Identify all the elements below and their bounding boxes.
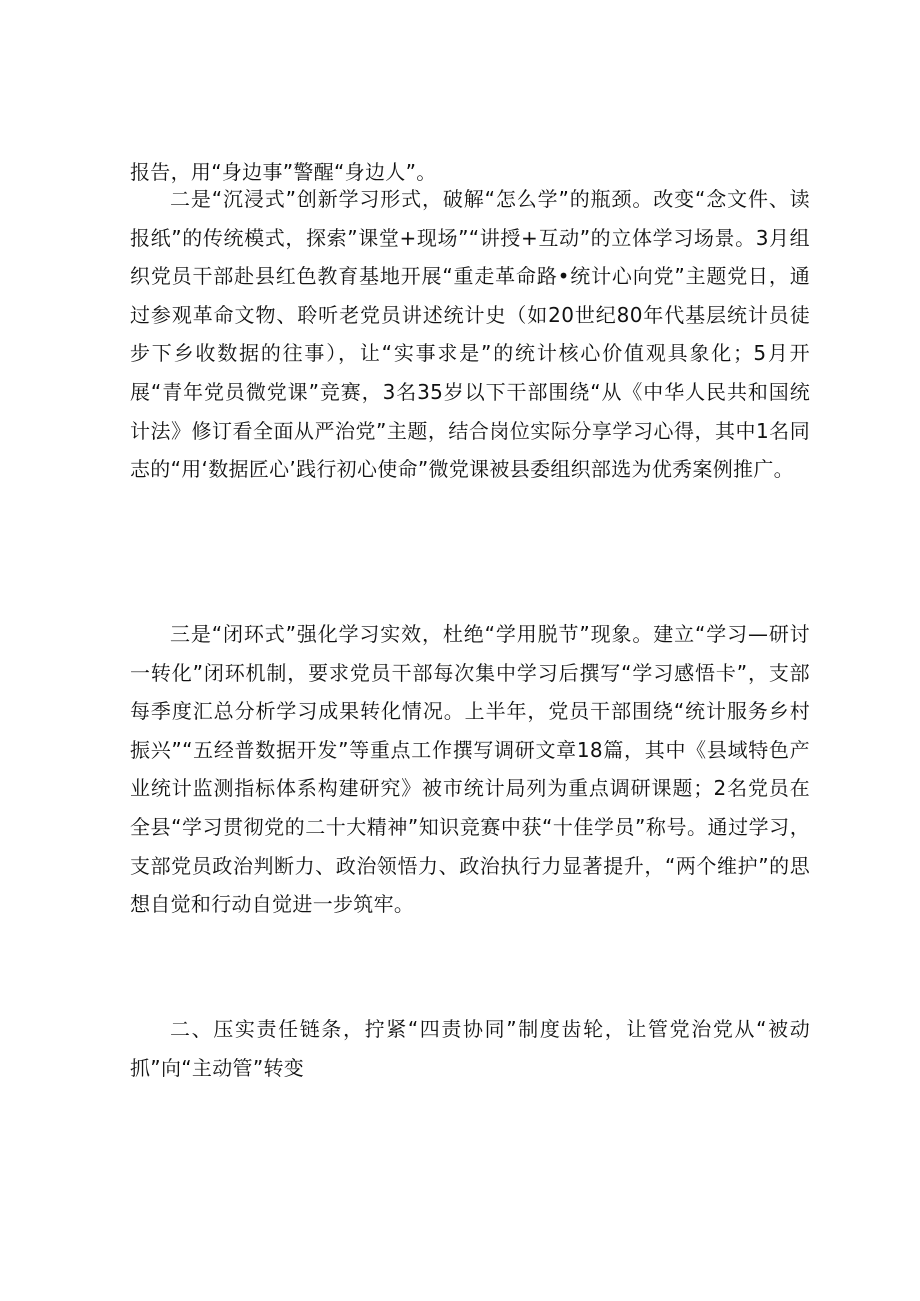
paragraph-immersive-learning: 二是“沉浸式”创新学习形式，破解“怎么学”的瓶颈。改变“念文件、读报纸”的传统模式，探索”课堂+现场”“讲授+互动”的立体学习场景。3月组织党员干部赴县红色教育基地开展“重走革命路•统计心向党”主题党日，通过参观革命文物、聆听老党员讲述统计史（如20世纪80年代基层统计员徒步下乡收数据的往事），让“实事求是”的统计核心价值观具象化；5月开展“青年党员微党课”竞赛，3名35岁以下干部围绕“从《中华人民共和国统计法》修订看全面从严治党”主题，结合岗位实际分享学习心得，其中1名同志的“用‘数据匠心’践行初心使命”微党课被县委组织部选为优秀案例推广。 (130, 187, 810, 482)
paragraph-continuation: 报告，用“身边事”警醒“身边人”。 (130, 160, 437, 184)
paragraph-closed-loop: 三是“闭环式”强化学习实效，杜绝“学用脱节”现象。建立“学习—研讨一转化”闭环机制，要求党员干部每次集中学习后撰写“学习感悟卡”，支部每季度汇总分析学习成果转化情况。上半年，党员干部围绕“统计服务乡村振兴”“五经普数据开发”等重点工作撰写调研文章18篇，其中《县域特色产业统计监测指标体系构建研究》被市统计局列为重点调研课题；2名党员在全县“学习贯彻党的二十大精神”知识竞赛中获“十佳学员”称号。通过学习，支部党员政治判断力、政治领悟力、政治执行力显著提升，“两个维护”的思想自觉和行动自觉进一步筑牢。 (130, 622, 810, 917)
section-two-heading: 二、压实责任链条，拧紧“四责协同”制度齿轮，让管党治党从“被动抓”向“主动管”转变 (130, 1017, 810, 1080)
